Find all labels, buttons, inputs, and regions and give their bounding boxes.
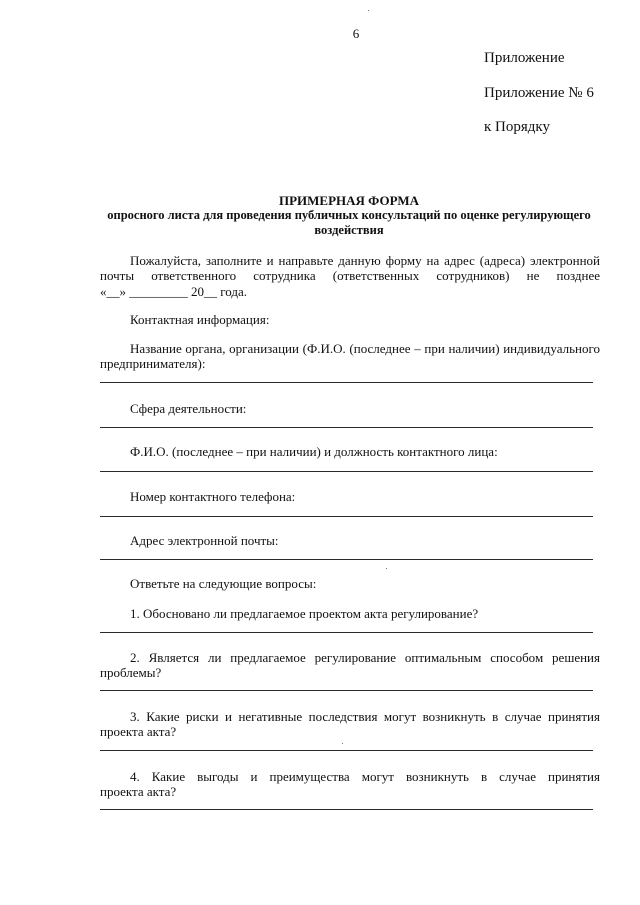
question-1: 1. Обосновано ли предлагаемое проектом акта регулирование? <box>130 606 479 621</box>
email-label: Адрес электронной почты: <box>130 533 279 548</box>
contact-person-label: Ф.И.О. (последнее – при наличии) и должность контактного лица: <box>130 444 498 459</box>
questions-heading: Ответьте на следующие вопросы: <box>130 576 317 591</box>
org-name-field-line[interactable] <box>100 382 593 383</box>
answer-2-line[interactable] <box>100 690 593 691</box>
answer-4-line[interactable] <box>100 809 593 810</box>
answer-3-line[interactable] <box>100 750 593 751</box>
appendix-number: Приложение № 6 <box>484 85 594 101</box>
scan-speck <box>342 743 343 744</box>
phone-field-line[interactable] <box>100 516 593 517</box>
appendix-label: Приложение <box>484 50 565 66</box>
contact-person-field-line[interactable] <box>100 471 593 472</box>
sphere-label: Сфера деятельности: <box>130 401 247 416</box>
org-name-label: Название органа, организации (Ф.И.О. (последнее – при наличии) индивидуального <box>130 341 600 356</box>
scan-speck <box>368 10 369 11</box>
intro-deadline: «__» _________ 20__ года. <box>100 284 248 299</box>
page-number: 6 <box>352 26 360 41</box>
form-title: ПРИМЕРНАЯ ФОРМА <box>279 193 419 208</box>
scan-speck <box>386 568 387 569</box>
form-subtitle-line1: опросного листа для проведения публичных консультаций по оценке регулирующего <box>107 208 591 222</box>
intro-line1: Пожалуйста, заполните и направьте данную форму на адрес (адреса) электронной <box>130 253 600 268</box>
question-2: 2. Является ли предлагаемое регулирование оптимальным способом решения <box>130 650 600 665</box>
question-2-cont: проблемы? <box>100 665 162 680</box>
org-name-label-cont: предпринимателя): <box>100 356 206 371</box>
form-subtitle-line2: воздействия <box>314 223 384 237</box>
question-3: 3. Какие риски и негативные последствия могут возникнуть в случае принятия <box>130 709 600 724</box>
question-3-cont: проекта акта? <box>100 724 177 739</box>
sphere-field-line[interactable] <box>100 427 593 428</box>
intro-line2: почты ответственного сотрудника (ответственных сотрудников) не позднее <box>100 268 600 283</box>
appendix-reference: к Порядку <box>484 119 550 135</box>
question-4: 4. Какие выгоды и преимущества могут возникнуть в случае принятия <box>130 769 600 784</box>
question-4-cont: проекта акта? <box>100 784 177 799</box>
email-field-line[interactable] <box>100 559 593 560</box>
phone-label: Номер контактного телефона: <box>130 489 296 504</box>
contact-heading: Контактная информация: <box>130 312 270 327</box>
answer-1-line[interactable] <box>100 632 593 633</box>
